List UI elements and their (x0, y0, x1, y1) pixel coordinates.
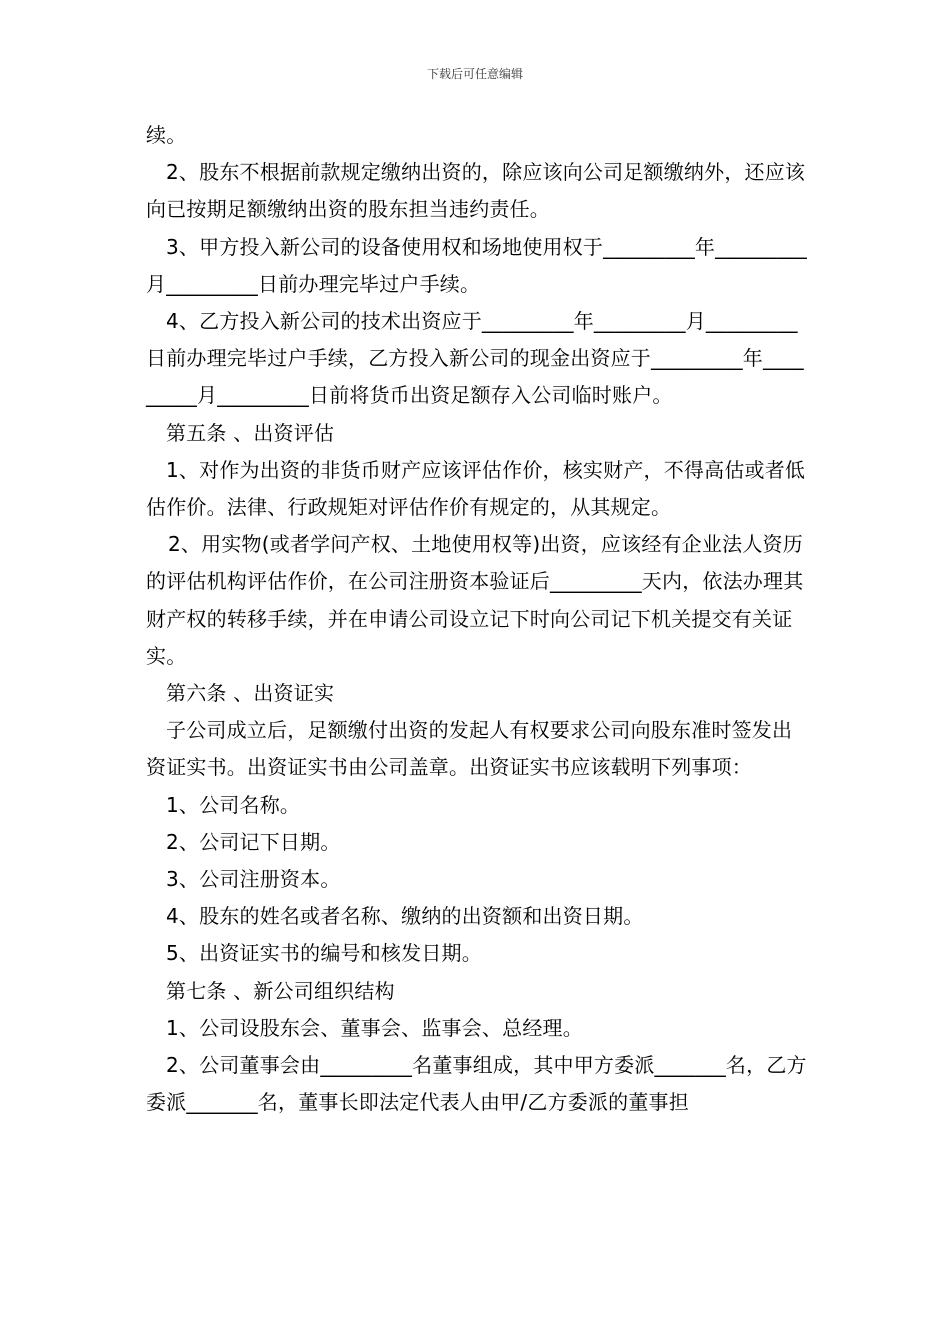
list-item-company-name: 1、公司名称。 (166, 792, 301, 817)
section-heading-7: 第七条 、新公司组织结构 (166, 978, 395, 1003)
paragraph-continuation: 续。 (146, 123, 187, 147)
page-header: 下载后可任意编辑 (426, 67, 523, 81)
section-heading-5: 第五条 、出资评估 (166, 420, 335, 445)
paragraph-clause-4: 4、乙方投入新公司的技术出资应于_________年_________月_________日前办理完毕过户手续，乙方投入新公司的现金出资应于_________年_________月_________日前将货币出资足额存入公司临时账户。 (146, 309, 804, 408)
list-item-certificate-number: 5、出资证实书的编号和核发日期。 (166, 941, 482, 966)
paragraph-certificate-intro: 子公司成立后，足额缴付出资的发起人有权要求公司向股东准时签发出资证实书。出资证实书由公司盖章。出资证实书应该载明下列事项： (146, 718, 793, 780)
list-item-registered-capital: 3、公司注册资本。 (166, 867, 341, 892)
paragraph-valuation-2: 2、用实物(或者学问产权、土地使用权等)出资，应该经有企业法人资历的评估机构评估作价，在公司注册资本验证后_________天内，依法办理其财产权的转移手续，并在申请公司设立记下时向公司记下机关提交有关证实。 (146, 532, 804, 668)
paragraph-organization-1: 1、公司设股东会、董事会、监事会、总经理。 (166, 1015, 583, 1040)
paragraph-valuation-1: 1、对作为出资的非货币财产应该评估作价，核实财产，不得高估或者低估作价。法律、行政规矩对评估作价有规定的，从其规定。 (146, 457, 806, 520)
paragraph-organization-2: 2、公司董事会由_________名董事组成，其中甲方委派_______名，乙方委派_______名，董事长即法定代表人由甲/乙方委派的董事担 (146, 1053, 807, 1115)
list-item-shareholder-info: 4、股东的姓名或者名称、缴纳的出资额和出资日期。 (166, 904, 644, 929)
section-heading-6: 第六条 、出资证实 (166, 681, 335, 706)
paragraph-clause-3: 3、甲方投入新公司的设备使用权和场地使用权于_________年_________月_________日前办理完毕过户手续。 (146, 234, 807, 296)
list-item-registration-date: 2、公司记下日期。 (166, 829, 341, 854)
document-body (146, 117, 810, 1121)
paragraph-clause-2: 2、股东不根据前款规定缴纳出资的，除应该向公司足额缴纳外，还应该向已按期足额缴纳出资的股东担当违约责任。 (146, 160, 806, 222)
